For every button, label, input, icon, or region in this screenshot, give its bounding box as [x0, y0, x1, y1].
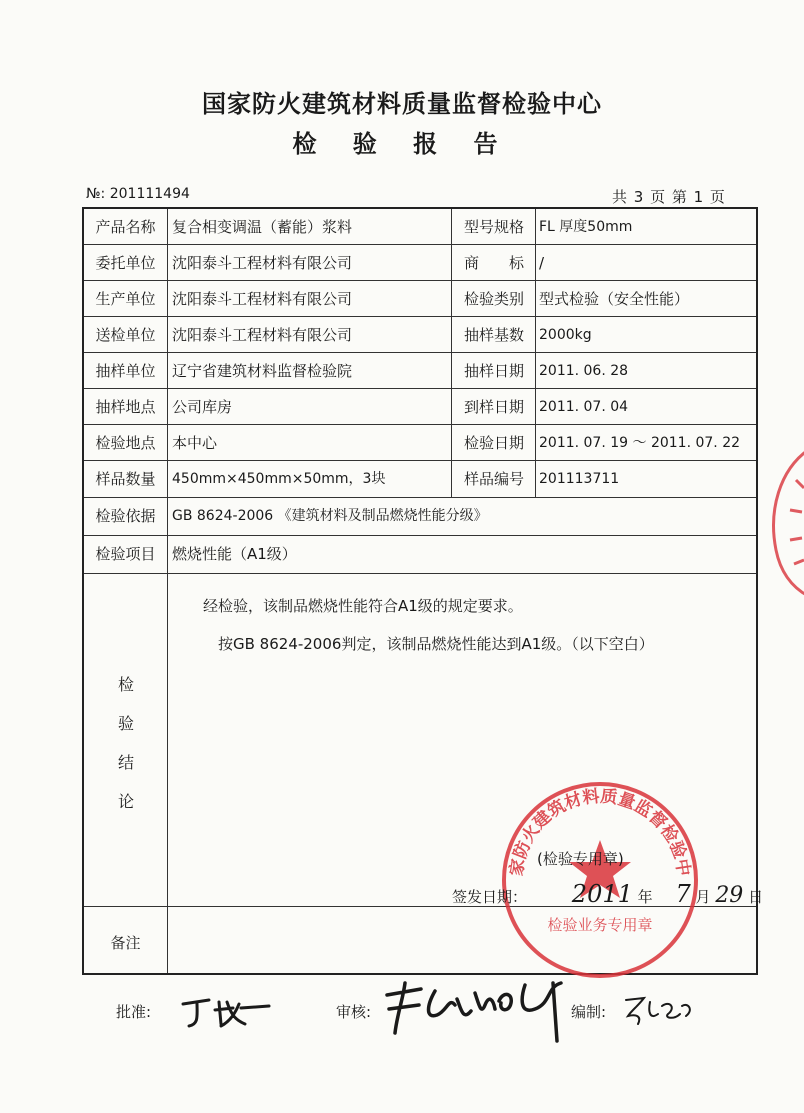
row-label: 产品名称	[95, 218, 156, 236]
row-value2: 2011. 07. 19 ～ 2011. 07. 22	[539, 435, 741, 451]
conclusion-label-char: 论	[117, 792, 134, 811]
report-title: 检 验 报 告	[292, 130, 512, 158]
conclusion-line-1: 经检验，该制品燃烧性能符合A1级的规定要求。	[203, 597, 523, 615]
row-label: 抽样单位	[95, 362, 156, 380]
basis-value: GB 8624-2006 《建筑材料及制品燃烧性能分级》	[172, 508, 488, 524]
review-label: 审核:	[336, 1003, 372, 1021]
reviewer-signature	[375, 975, 575, 1045]
row-value2: /	[539, 254, 545, 272]
issue-year: 2011	[571, 880, 633, 908]
issue-date-label: 签发日期：	[452, 888, 528, 906]
items-label: 检验项目	[95, 545, 156, 563]
institution-title: 国家防火建筑材料质量监督检验中心	[202, 90, 602, 118]
row-value2: 2011. 06. 28	[539, 363, 629, 379]
conclusion-label-char: 验	[117, 714, 134, 733]
official-seal	[481, 753, 710, 988]
row-value: 本中心	[172, 434, 218, 452]
report-number: №: 201111494	[86, 186, 190, 202]
svg-text:国家防火建筑材料质量监督检验中心: 国家防火建筑材料质量监督检验中心	[481, 753, 694, 878]
row-label: 送检单位	[95, 326, 156, 344]
conclusion-label-char: 结	[117, 753, 134, 772]
issue-day: 29	[715, 883, 744, 908]
row-value2: 201113711	[539, 471, 620, 487]
issue-month: 7	[675, 880, 691, 908]
row-value: 辽宁省建筑材料监督检验院	[172, 362, 353, 380]
row-label: 委托单位	[95, 254, 156, 272]
row-value: 沈阳泰斗工程材料有限公司	[172, 254, 353, 272]
svg-text:检验业务专用章: 检验业务专用章	[547, 916, 653, 934]
row-value2: FL 厚度50mm	[539, 219, 633, 235]
row-label2: 抽样基数	[463, 326, 524, 344]
page-info: 共 3 页 第 1 页	[612, 188, 726, 206]
row-value2: 2011. 07. 04	[539, 399, 629, 415]
conclusion-label-char: 检	[117, 675, 134, 694]
approve-label: 批准:	[116, 1003, 152, 1021]
row-label2: 商 标	[463, 254, 524, 272]
row-label2: 到样日期	[463, 398, 524, 416]
seal-note: (检验专用章)	[537, 850, 624, 868]
row-value: 公司库房	[172, 398, 233, 416]
row-label: 抽样地点	[95, 398, 156, 416]
row-value: 沈阳泰斗工程材料有限公司	[172, 290, 353, 308]
compile-label: 编制:	[571, 1003, 607, 1021]
month-char: 月	[695, 888, 711, 906]
row-value: 450mm×450mm×50mm，3块	[172, 471, 386, 487]
row-label2: 检验日期	[463, 434, 524, 452]
remarks-label: 备注	[110, 934, 141, 952]
day-char: 日	[748, 888, 764, 906]
basis-label: 检验依据	[95, 507, 156, 525]
row-label: 生产单位	[95, 290, 156, 308]
conclusion-line-2: 按GB 8624-2006判定，该制品燃烧性能达到A1级。（以下空白）	[218, 635, 654, 653]
year-char: 年	[637, 888, 653, 906]
row-value: 复合相变调温（蓄能）浆料	[172, 218, 353, 236]
row-label: 检验地点	[95, 434, 156, 452]
row-label2: 检验类别	[463, 290, 524, 308]
edge-seal-fragment	[760, 440, 804, 600]
row-value: 沈阳泰斗工程材料有限公司	[172, 326, 353, 344]
row-label2: 抽样日期	[463, 362, 524, 380]
items-value: 燃烧性能（A1级）	[172, 545, 297, 563]
row-value2: 2000kg	[539, 327, 592, 343]
compiler-signature	[620, 992, 700, 1032]
approver-signature	[175, 990, 275, 1040]
row-label: 样品数量	[95, 470, 156, 488]
issue-date	[452, 880, 763, 908]
row-label2: 样品编号	[463, 470, 524, 488]
row-label2: 型号规格	[463, 218, 524, 236]
row-value2: 型式检验（安全性能）	[539, 290, 690, 308]
